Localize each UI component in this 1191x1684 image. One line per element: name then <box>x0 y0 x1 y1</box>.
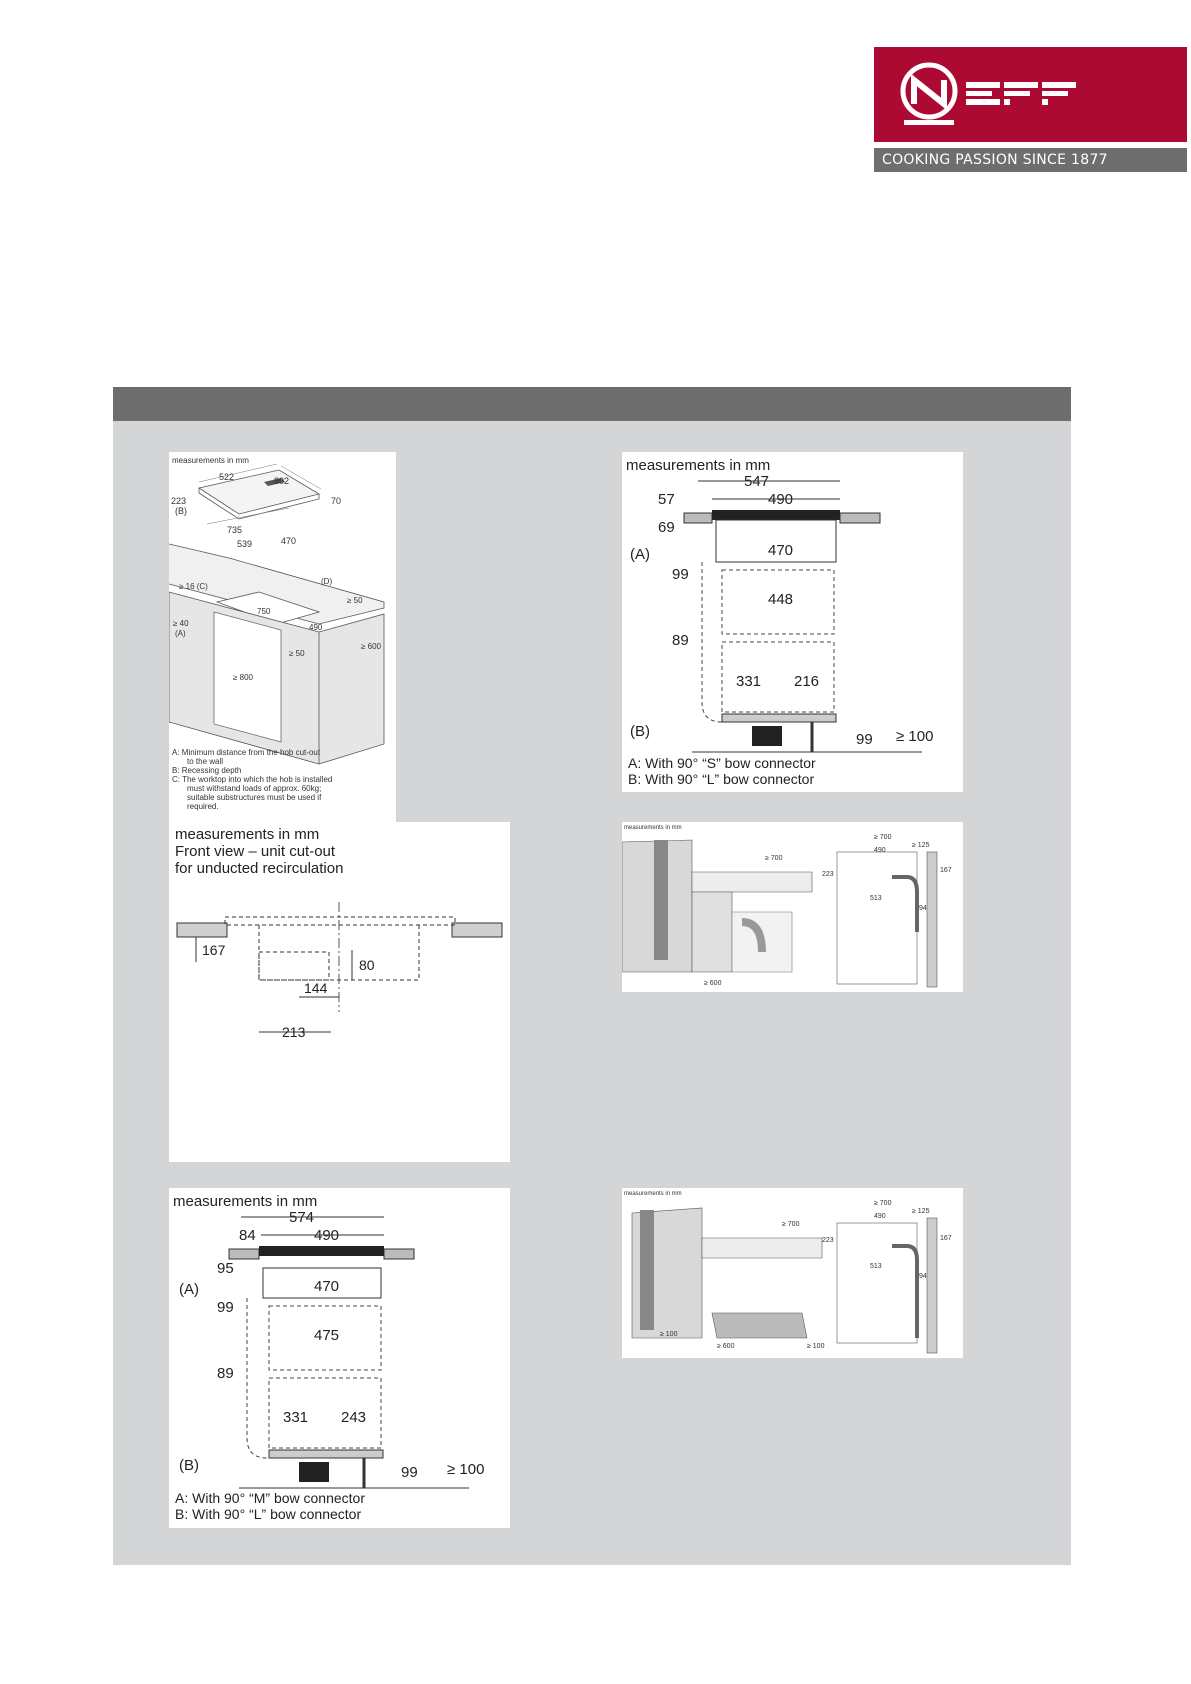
fig2-title-line1: Front view – unit cut-out <box>175 843 336 860</box>
fig3-label-a: (A) <box>630 546 650 563</box>
fig3-dim-490: 490 <box>768 491 794 508</box>
fig1-dim-40: ≥ 40 <box>173 619 189 628</box>
fig5-label-b: (B) <box>179 1457 199 1474</box>
fig6-dim-490: 490 <box>874 1213 886 1220</box>
fig2-header: measurements in mm <box>175 826 320 843</box>
fig3-legend-a: A: With 90° “S” bow connector <box>628 755 816 771</box>
fig1-note-c: C: The worktop into which the hob is installed <box>172 775 333 784</box>
fig4-header: measurements in mm <box>624 825 682 831</box>
section-header-bar <box>113 387 1071 421</box>
fig6-dim-100b: ≥ 100 <box>807 1343 825 1350</box>
fig2-title-line2: for unducted recirculation <box>175 860 344 877</box>
fig3-dim-100: ≥ 100 <box>896 728 934 745</box>
fig1-dim-800: ≥ 800 <box>233 673 253 682</box>
fig6-dim-700a: ≥ 700 <box>782 1221 800 1228</box>
fig1-dim-750: 750 <box>257 607 271 616</box>
fig3-dim-99a: 99 <box>672 566 689 583</box>
fig4-dim-223: 223 <box>822 871 834 878</box>
fig5-dim-470: 470 <box>314 1278 340 1295</box>
fig6-dim-223: 223 <box>822 1237 834 1244</box>
fig1-dim-802: 802 <box>274 476 290 486</box>
fig1-note-c-cont3: required. <box>187 802 219 811</box>
fig6-dim-125: ≥ 125 <box>912 1208 930 1215</box>
fig4-dim-600: ≥ 600 <box>704 980 722 987</box>
fig4-dim-513: 513 <box>870 895 882 902</box>
figure-side-section-m-bow <box>169 1188 510 1528</box>
fig3-legend-b: B: With 90° “L” bow connector <box>628 771 815 787</box>
fig1-dim-539: 539 <box>237 539 253 549</box>
fig1-dim-600: ≥ 600 <box>361 642 381 651</box>
fig1-label-a: (A) <box>175 629 186 638</box>
fig1-dim-470: 470 <box>281 536 297 546</box>
fig4-dim-700b: ≥ 700 <box>874 834 892 841</box>
fig5-dim-89: 89 <box>217 1365 234 1382</box>
fig1-dim-223: 223 <box>171 496 187 506</box>
fig1-header: measurements in mm <box>172 456 249 465</box>
brand-logo <box>874 47 1187 172</box>
fig5-dim-84: 84 <box>239 1227 256 1244</box>
fig2-dim-144: 144 <box>304 980 328 996</box>
fig5-dim-490: 490 <box>314 1227 340 1244</box>
fig3-dim-547: 547 <box>744 473 770 490</box>
fig6-dim-167: 167 <box>940 1235 952 1242</box>
fig1-dim-522: 522 <box>219 472 235 482</box>
fig2-dim-167: 167 <box>202 942 226 958</box>
brand-logo-red-block <box>874 47 1187 142</box>
fig3-dim-89: 89 <box>672 632 689 649</box>
fig1-note-a: A: Minimum distance from the hob cut-out <box>172 748 321 757</box>
fig3-label-b: (B) <box>630 723 650 740</box>
fig6-dim-600: ≥ 600 <box>717 1343 735 1350</box>
fig1-dim-16c: ≥ 16 (C) <box>179 582 208 591</box>
fig3-dim-470: 470 <box>768 542 794 559</box>
fig5-dim-574: 574 <box>289 1209 315 1226</box>
fig5-dim-99a: 99 <box>217 1299 234 1316</box>
figure-kitchen-installation-3d-s <box>622 822 963 992</box>
fig3-dim-69: 69 <box>658 519 675 536</box>
fig5-dim-475: 475 <box>314 1327 340 1344</box>
fig5-legend-b: B: With 90° “L” bow connector <box>175 1506 362 1522</box>
fig6-header: measurements in mm <box>624 1191 682 1197</box>
fig3-header: measurements in mm <box>626 457 771 474</box>
fig1-dim-490: 490 <box>309 623 323 632</box>
fig4-dim-700a: ≥ 700 <box>765 855 783 862</box>
fig4-dim-94: 94 <box>919 905 927 912</box>
fig4-dim-125: ≥ 125 <box>912 842 930 849</box>
figure-hob-cutout-isometric <box>169 452 396 822</box>
fig1-label-d: (D) <box>321 577 333 586</box>
fig2-dim-80: 80 <box>359 957 375 973</box>
fig5-label-a: (A) <box>179 1281 199 1298</box>
fig1-note-a-cont: to the wall <box>187 757 224 766</box>
fig1-dim-50a: ≥ 50 <box>347 596 363 605</box>
fig5-header: measurements in mm <box>173 1193 318 1210</box>
fig1-dim-70: 70 <box>331 496 342 506</box>
fig3-dim-331: 331 <box>736 673 762 690</box>
fig3-dim-448: 448 <box>768 591 794 608</box>
fig1-note-b: B: Recessing depth <box>172 766 242 775</box>
fig5-dim-331: 331 <box>283 1409 309 1426</box>
fig6-dim-100a: ≥ 100 <box>660 1331 678 1338</box>
fig3-dim-216: 216 <box>794 673 820 690</box>
fig2-dim-213: 213 <box>282 1024 306 1040</box>
fig1-note-c-cont1: must withstand loads of approx. 60kg; <box>187 784 322 793</box>
fig6-dim-700b: ≥ 700 <box>874 1200 892 1207</box>
figure-side-section-s-bow <box>622 452 963 792</box>
fig4-dim-490: 490 <box>874 847 886 854</box>
fig1-dim-50b: ≥ 50 <box>289 649 305 658</box>
fig5-dim-100: ≥ 100 <box>447 1461 485 1478</box>
fig6-dim-513: 513 <box>870 1263 882 1270</box>
figure-front-view-cutout <box>169 822 510 1162</box>
fig1-label-b: (B) <box>175 506 187 516</box>
fig6-dim-94: 94 <box>919 1273 927 1280</box>
fig3-dim-57: 57 <box>658 491 675 508</box>
fig5-dim-95: 95 <box>217 1260 234 1277</box>
fig5-legend-a: A: With 90° “M” bow connector <box>175 1490 365 1506</box>
neff-logo-icon <box>896 60 1106 130</box>
brand-tagline: COOKING PASSION SINCE 1877 <box>874 148 1187 172</box>
fig3-dim-99b: 99 <box>856 731 873 748</box>
figure-kitchen-installation-3d-m <box>622 1188 963 1358</box>
fig1-note-c-cont2: suitable substructures must be used if <box>187 793 322 802</box>
brand-name: NEFF <box>983 102 986 103</box>
fig4-dim-167: 167 <box>940 867 952 874</box>
fig5-dim-243: 243 <box>341 1409 367 1426</box>
fig5-dim-99b: 99 <box>401 1464 418 1481</box>
fig1-dim-735: 735 <box>227 525 243 535</box>
